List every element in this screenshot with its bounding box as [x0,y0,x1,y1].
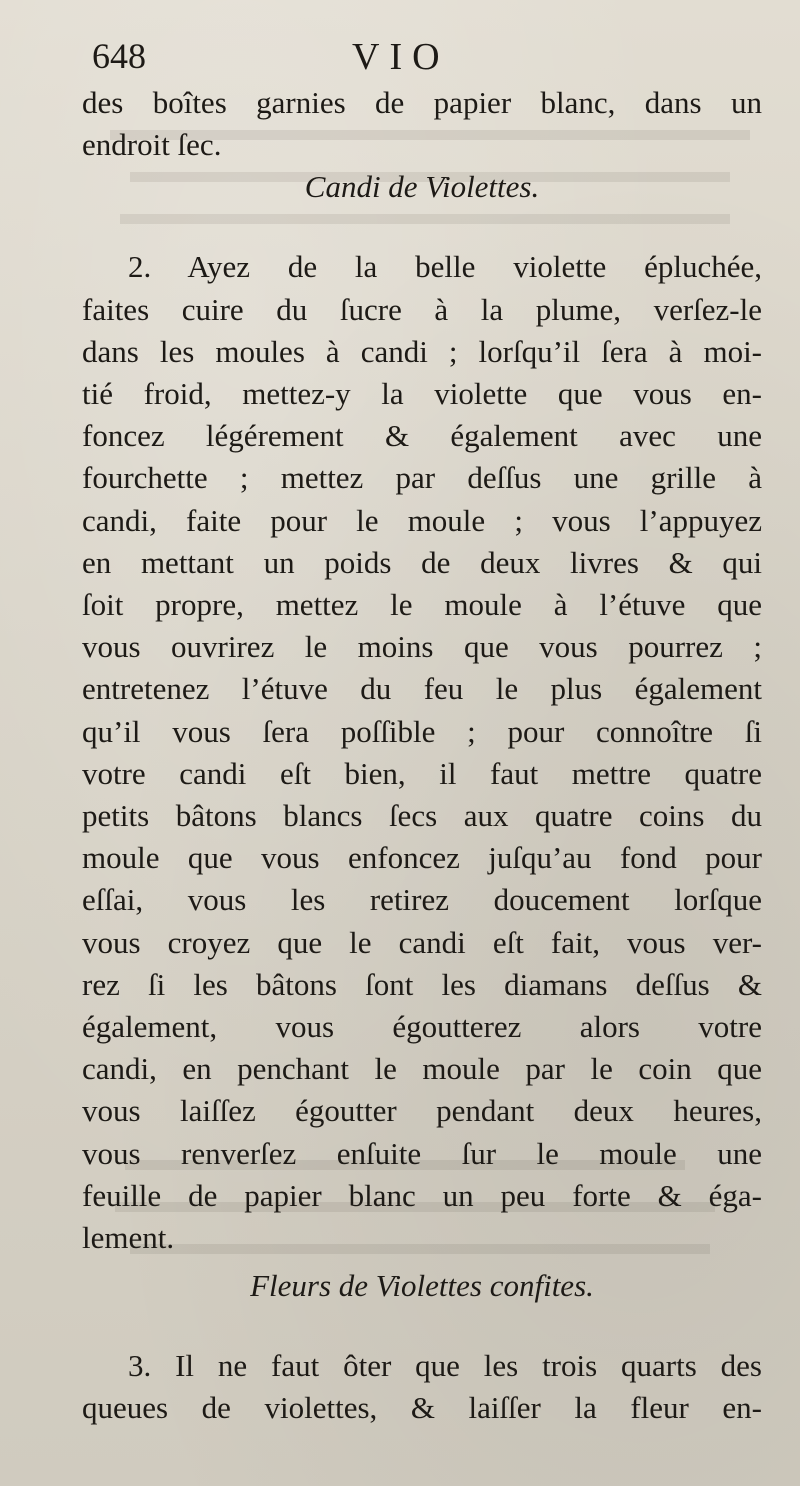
text-line: ſoit propre, mettez le moule à l’étuve que [82,587,762,623]
text-line: endroit ſec. [82,127,222,163]
paragraph-first-line: 2. Ayez de la belle violette épluchée, [128,249,762,285]
text-line: feuille de papier blanc un peu forte & éga- [82,1177,762,1213]
text-line: des boîtes garnies de papier blanc, dans un [82,85,762,120]
section-title-candi: Candi de Violettes. [304,169,540,205]
text-line: qu’il vous ſera poſſible ; pour connoître ſi [82,713,762,749]
text-line: vous laiſſez égoutter pendant deux heures, [82,1093,762,1129]
text-line: moule que vous enfoncez juſqu’au fond pour [82,840,762,876]
text-line: dans les moules à candi ; lorſqu’il ſera à moi- [82,333,762,369]
text-line: votre candi eſt bien, il faut mettre quatre [82,755,762,791]
text-line: eſſai, vous les retirez doucement lorſque [82,882,762,918]
running-head: VIO [352,36,450,78]
text-line: queues de violettes, & laiſſer la fleur en- [82,1390,762,1426]
text-line: candi, en penchant le moule par le coin que [82,1051,762,1087]
body-text [82,82,762,1430]
page-number: 648 [92,36,146,76]
text-line: vous renverſez enſuite ſur le moule une [82,1135,762,1171]
text-line: vous ouvrirez le moins que vous pourrez ; [82,629,762,665]
section-title-fleurs: Fleurs de Violettes confites. [250,1268,594,1304]
paragraph-first-line: 3. Il ne faut ôter que les trois quarts des [128,1348,762,1384]
text-line: tié froid, mettez-y la violette que vous en- [82,376,762,412]
text-line: entretenez l’étuve du feu le plus également [82,671,762,707]
text-line: vous croyez que le candi eſt fait, vous ver- [82,924,762,960]
text-line: également, vous égoutterez alors votre [82,1009,762,1045]
text-line: lement. [82,1220,175,1256]
text-line: en mettant un poids de deux livres & qui [82,544,762,580]
text-line: faites cuire du ſucre à la plume, verſez-le [82,291,762,327]
text-line: petits bâtons blancs ſecs aux quatre coins du [82,798,762,834]
text-line: candi, faite pour le moule ; vous l’appuyez [82,502,762,538]
text-line: foncez légérement & également avec une [82,418,762,454]
text-line: fourchette ; mettez par deſſus une grille à [82,460,762,496]
text-line: rez ſi les bâtons ſont les diamans deſſus & [82,966,762,1002]
